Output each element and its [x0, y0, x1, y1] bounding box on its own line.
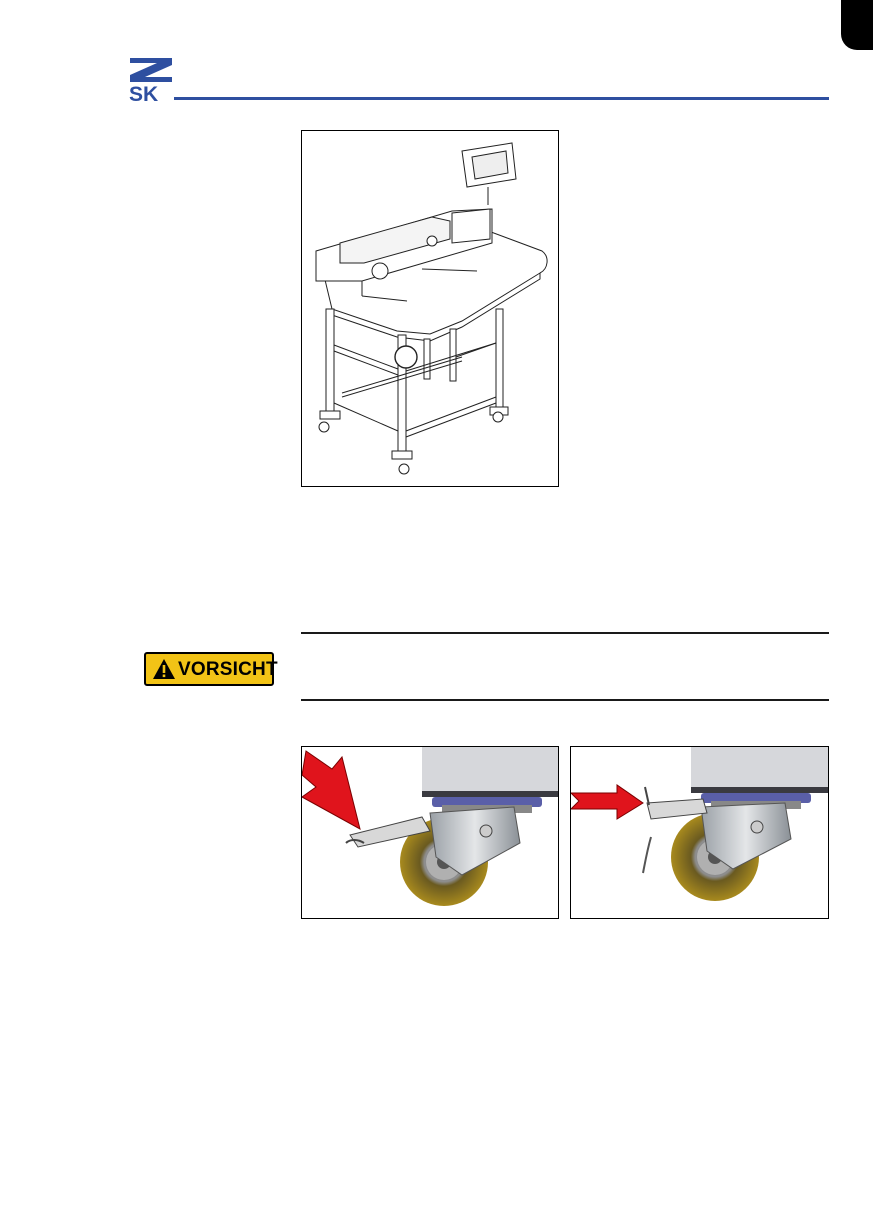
warning-bottom-rule	[301, 699, 829, 701]
machine-figure	[301, 130, 559, 487]
zsk-logo	[128, 56, 174, 102]
header-rule	[174, 97, 829, 100]
svg-text:SK: SK	[129, 83, 159, 102]
warning-top-rule	[301, 632, 829, 634]
page-tab-marker	[841, 0, 873, 50]
brake-release-photo	[570, 746, 829, 919]
caution-badge	[144, 652, 278, 686]
warning-triangle-icon	[152, 658, 176, 680]
embroidery-machine-icon	[302, 131, 558, 486]
brake-engage-photo	[301, 746, 559, 919]
caution-label: VORSICHT	[178, 659, 278, 680]
